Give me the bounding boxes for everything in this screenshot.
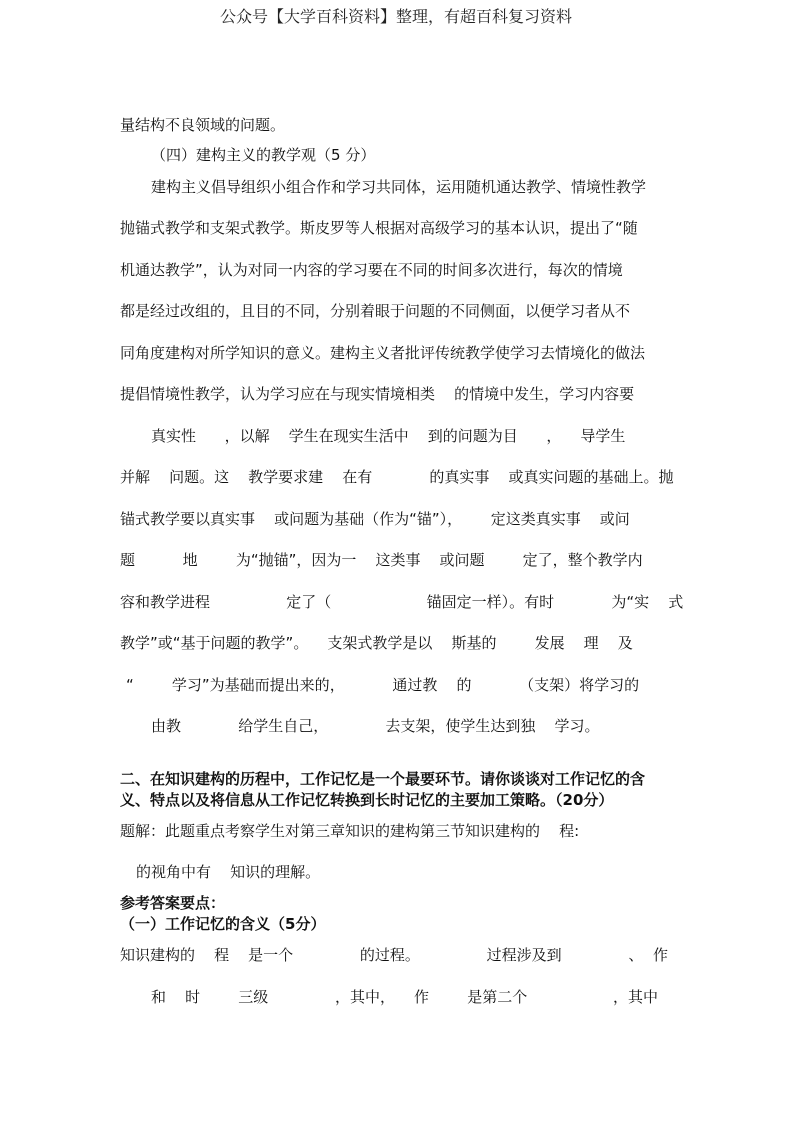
text-line: 和 时 三级 ，其中， 作 是第二个 ，其中 bbox=[151, 988, 659, 1006]
text-line: 同角度建构对所学知识的意义。建构主义者批评传统教学使学习去情境化的做法 bbox=[120, 344, 646, 362]
text-line: 的视角中有 知识的理解。 bbox=[136, 863, 321, 881]
answer-heading: 参考答案要点： bbox=[120, 894, 226, 912]
text-line: 知识建构的 程 是一个 的过程。 过程涉及到 、 作 bbox=[120, 946, 668, 964]
text-line: 建构主义倡导组织小组合作和学习共同体，运用随机通达教学、情境性教学 bbox=[151, 178, 647, 196]
text-line: 容和教学进程 定了（ 锚固定一样）。有时 为“实 式 bbox=[120, 593, 684, 611]
text-line: 都是经过改组的，且目的不同，分别着眼于问题的不同侧面，以便学习者从不 bbox=[120, 302, 631, 320]
page-header: 公众号【大学百科资料】整理，有超百科复习资料 bbox=[219, 7, 572, 26]
text-line: 机通达教学”，认为对同一内容的学习要在不同的时间多次进行，每次的情境 bbox=[120, 261, 623, 279]
text-line: 由教 给学生自己， 去支架，使学生达到独 学习。 bbox=[151, 717, 600, 735]
text-line: 真实性 ，以解 学生在现实生活中 到的问题为目 ， 导学生 bbox=[151, 427, 626, 445]
question-heading: 二、在知识建构的历程中，工作记忆是一个最要环节。请你谈谈对工作记忆的含 bbox=[120, 770, 646, 788]
answer-subheading: （一）工作记忆的含义（5分） bbox=[120, 915, 326, 933]
text-line: 量结构不良领域的问题。 bbox=[120, 116, 286, 134]
text-line: 抛锚式教学和支架式教学。斯皮罗等人根据对高级学习的基本认识，提出了“随 bbox=[120, 219, 638, 237]
question-heading: 义、特点以及将信息从工作记忆转换到长时记忆的主要加工策略。（20分） bbox=[120, 791, 614, 809]
text-line: 并解 问题。这 教学要求建 在有 的真实事 或真实问题的基础上。抛 bbox=[120, 468, 674, 486]
text-line: 题 地 为“抛锚”，因为一 这类事 或问题 定了，整个教学内 bbox=[120, 551, 643, 569]
text-line: 提倡情境性教学，认为学习应在与现实情境相类 的情境中发生，学习内容要 bbox=[120, 385, 635, 403]
section-heading: （四）建构主义的教学观（5 分） bbox=[151, 146, 376, 164]
text-line: 题解：此题重点考察学生对第三章知识的建构第三节知识建构的 程: bbox=[120, 822, 580, 840]
text-line: 教学”或“基于问题的教学”。 支架式教学是以 斯基的 发展 理 及 bbox=[120, 634, 633, 652]
text-line: “ 学习”为基础而提出来的， 通过教 的 （支架）将学习的 bbox=[126, 676, 640, 694]
text-line: 锚式教学要以真实事 或问题为基础（作为“锚”）， 定这类真实事 或问 bbox=[120, 510, 630, 528]
